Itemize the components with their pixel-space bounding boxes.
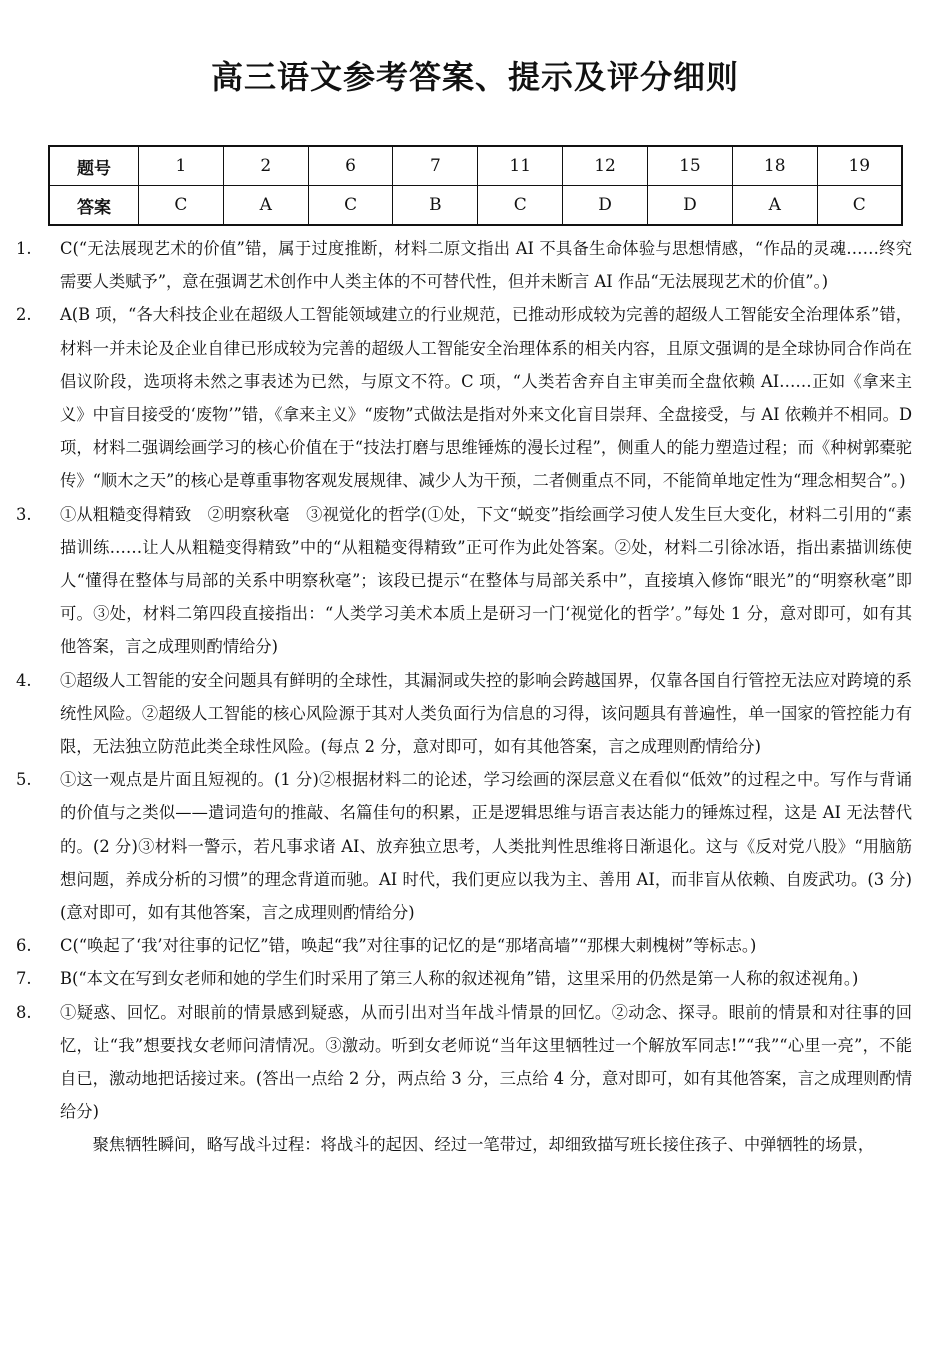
item-number: 7. [16, 969, 32, 989]
question-number-cell: 12 [563, 146, 648, 186]
answer-table [48, 145, 903, 226]
explanation-item [16, 996, 912, 1129]
answer-explanations [16, 232, 912, 1162]
item-text: ①疑惑、回忆。对眼前的情景感到疑惑，从而引出对当年战斗情景的回忆。②动念、探寻。眼前的情景和对往事的回忆，让“我”想要找女老师问清情况。③激动。听到女老师说“当年这里牺牲过一个解放军同志!”“我”“心里一亮”，不能自已，激动地把话接过来。(答出一点给 2 分，两点给 3 分，三点给 4 分，意对即可，如有其他答案，言之成理则酌情给分) [60, 1002, 912, 1122]
answer-cell: C [817, 186, 902, 226]
question-number-cell: 18 [732, 146, 817, 186]
explanation-item [16, 232, 912, 298]
question-number-cell: 7 [393, 146, 478, 186]
explanation-item [16, 763, 912, 929]
explanation-item [16, 498, 912, 664]
item-number: 8. [16, 1002, 32, 1022]
answer-cell: C [478, 186, 563, 226]
answer-cell: D [647, 186, 732, 226]
question-number-cell: 15 [647, 146, 732, 186]
question-number-cell: 11 [478, 146, 563, 186]
item-text: ①从粗糙变得精致 ②明察秋毫 ③视觉化的哲学(①处，下文“蜕变”指绘画学习使人发生巨大变化，材料二引用的“素描训练……让人从粗糙变得精致”中的“从粗糙变得精致”正可作为此处答案。②处，材料二引徐冰语，指出素描训练使人“懂得在整体与局部的关系中明察秋毫”；该段已提示“在整体与局部关系中”，直接填入修饰“眼光”的“明察秋毫”即可。③处，材料二第四段直接指出：“人类学习美术本质上是研习一门‘视觉化的哲学’。”每处 1 分，意对即可，如有其他答案，言之成理则酌情给分) [60, 504, 912, 657]
item-text: C(“无法展现艺术的价值”错，属于过度推断，材料二原文指出 AI 不具备生命体验与思想情感，“作品的灵魂……终究需要人类赋予”，意在强调艺术创作中人类主体的不可替代性，但并未断言 AI 作品“无法展现艺术的价值”。) [60, 239, 912, 292]
item-text: ①超级人工智能的安全问题具有鲜明的全球性，其漏洞或失控的影响会跨越国界，仅靠各国自行管控无法应对跨境的系统性风险。②超级人工智能的核心风险源于其对人类负面行为信息的习得，该问题具有普遍性，单一国家的管控能力有限，无法独立防范此类全球性风险。(每点 2 分，意对即可，如有其他答案，言之成理则酌情给分) [60, 670, 912, 757]
answer-cell: A [223, 186, 308, 226]
page-title: 高三语文参考答案、提示及评分细则 [210, 58, 739, 96]
item-number: 1. [16, 239, 32, 258]
question-number-cell: 6 [308, 146, 393, 186]
item-number: 6. [16, 936, 32, 956]
answer-cell: C [139, 186, 224, 226]
explanation-item [16, 664, 912, 764]
row-label-answers: 答案 [49, 186, 139, 226]
item-text: B(“本文在写到女老师和她的学生们时采用了第三人称的叙述视角”错，这里采用的仍然是第一人称的叙述视角。) [60, 969, 859, 989]
item-number: 2. [16, 305, 32, 325]
continuation-paragraph: 聚焦牺牲瞬间，略写战斗过程：将战斗的起因、经过一笔带过，却细致描写班长接住孩子、中弹牺牲的场景， [92, 1135, 875, 1155]
question-number-row [49, 146, 902, 186]
question-number-cell: 1 [139, 146, 224, 186]
item-text: A(B 项，“各大科技企业在超级人工智能领域建立的行业规范，已推动形成较为完善的超级人工智能安全治理体系”错，材料一并未论及企业自律已形成较为完善的超级人工智能安全治理体系的相关内容，且原文强调的是全球协同合作尚在倡议阶段，选项将未然之事表述为已然，与原文不符。C 项，“人类若舍弃自主审美而全盘依赖 AI……正如《拿来主义》中盲目接受的‘废物’”错，《拿来主义》“废物”式做法是指对外来文化盲目崇拜、全盘接受，与 AI 依赖并不相同。D 项，材料二强调绘画学习的核心价值在于“技法打磨与思维锤炼的漫长过程”，侧重人的能力塑造过程；而《种树郭橐驼传》“顺木之天”的核心是尊重事物客观发展规律、减少人为干预，二者侧重点不同，不能简单地定性为“理念相契合”。) [60, 305, 912, 491]
item-number: 4. [16, 670, 32, 690]
item-number: 3. [16, 504, 32, 524]
answer-cell: B [393, 186, 478, 226]
answer-cell: D [563, 186, 648, 226]
item-number: 5. [16, 770, 32, 790]
answer-row [49, 186, 902, 226]
item-text: C(“唤起了‘我’对往事的记忆”错，唤起“我”对往事的记忆的是“那堵高墙”“那棵大刺槐树”等标志。) [60, 936, 757, 956]
item-text: ①这一观点是片面且短视的。(1 分)②根据材料二的论述，学习绘画的深层意义在看似“低效”的过程之中。写作与背诵的价值与之类似——遣词造句的推敲、名篇佳句的积累，正是逻辑思维与语言表达能力的锤炼过程，这是 AI 无法替代的。(2 分)③材料一警示，若凡事求诸 AI、放弃独立思考，人类批判性思维将日渐退化。这与《反对党八股》“用脑筋想问题，养成分析的习惯”的理念背道而驰。AI 时代，我们更应以我为主、善用 AI，而非盲从依赖、自废武功。(3 分)(意对即可，如有其他答案，言之成理则酌情给分) [60, 770, 912, 923]
question-number-cell: 2 [223, 146, 308, 186]
explanation-item [16, 962, 912, 995]
question-number-cell: 19 [817, 146, 902, 186]
explanation-item [16, 298, 912, 497]
answer-cell: A [732, 186, 817, 226]
explanation-item [16, 929, 912, 962]
row-label-questions: 题号 [49, 146, 139, 186]
answer-cell: C [308, 186, 393, 226]
